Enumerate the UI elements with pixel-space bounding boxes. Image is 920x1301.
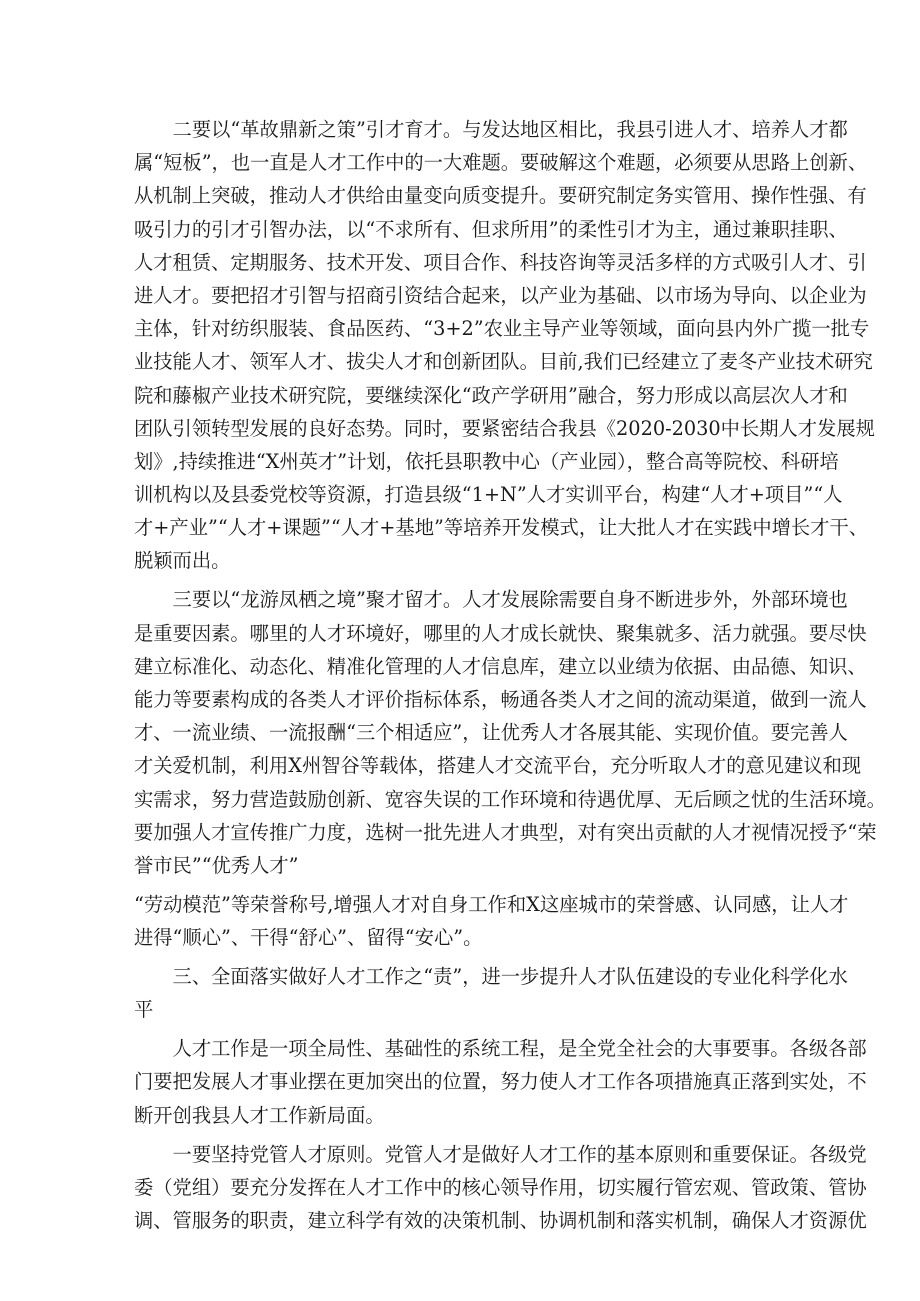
paragraph xyxy=(134,960,848,1026)
paragraph xyxy=(134,888,849,954)
text-line: 进人才。要把招才引智与招商引资结合起来，以产业为基础、以市场为导向、以企业为 xyxy=(134,283,867,307)
text-line: 断开创我县人才工作新局面。 xyxy=(134,1103,385,1127)
text-line: 进得“顺心”、干得“舒心”、留得“安心”。 xyxy=(134,926,483,950)
text-line: 院和藤椒产业技术研究院，要继续深化“政产学研用”融合，努力形成以高层次人才和 xyxy=(134,383,848,407)
paragraph xyxy=(134,113,875,578)
text-line: 才、一流业绩、一流报酬“三个相适应”，让优秀人才各展其能、实现价值。要完善人 xyxy=(134,721,848,745)
text-line: 调、管服务的职责，建立科学有效的决策机制、协调机制和落实机制，确保人才资源优 xyxy=(134,1208,867,1232)
text-line: 团队引领转型发展的良好态势。同时，要紧密结合我县《2020-2030中长期人才发展规 xyxy=(134,416,875,440)
text-line: 主体，针对纺织服装、食品医药、“3+2”农业主导产业等领域，面向县内外广揽一批专 xyxy=(134,317,870,341)
text-line: 才+产业”“人才+课题”“人才+基地”等培养开发模式，让大批人才在实践中增长才干、 xyxy=(134,516,869,540)
text-line: “劳动模范”等荣誉称号,增强人才对自身工作和X这座城市的荣誉感、认同感，让人才 xyxy=(134,892,849,916)
text-line: 脱颖而出。 xyxy=(134,549,231,573)
text-line: 二要以“革故鼎新之策”引才育才。与发达地区相比，我县引进人才、培养人才都 xyxy=(134,118,848,141)
text-line: 才关爱机制，利用X州智谷等载体，搭建人才交流平台，充分听取人才的意见建议和现 xyxy=(134,754,862,778)
paragraph xyxy=(134,1032,867,1132)
text-line: 人才工作是一项全局性、基础性的系统工程，是全党全社会的大事要事。各级各部 xyxy=(134,1037,867,1061)
document-body xyxy=(134,113,886,1237)
text-line: 门要把发展人才事业摆在更加突出的位置，努力使人才工作各项措施真正落到实处，不 xyxy=(134,1070,867,1094)
text-line: 实需求，努力营造鼓励创新、宽容失误的工作环境和待遇优厚、无后顾之忧的生活环境。 xyxy=(134,787,886,811)
text-line: 属“短板”，也一直是人才工作中的一大难题。要破解这个难题，必须要从思路上创新、 xyxy=(134,151,868,175)
text-line: 吸引力的引才引智办法，以“不求所有、但求所用”的柔性引才为主，通过兼职挂职、 xyxy=(134,217,848,241)
text-line: 能力等要素构成的各类人才评价指标体系，畅通各类人才之间的流动渠道，做到一流人 xyxy=(134,687,867,711)
text-line: 是重要因素。哪里的人才环境好，哪里的人才成长就快、聚集就多、活力就强。要尽快 xyxy=(134,621,867,645)
text-line: 业技能人才、领军人才、拔尖人才和创新团队。目前,我们已经建立了麦冬产业技术研究 xyxy=(134,350,873,374)
text-line: 委（党组）要充分发挥在人才工作中的核心领导作用，切实履行管宏观、管政策、管协 xyxy=(134,1175,867,1199)
text-line: 三要以“龙游凤栖之境”聚才留才。人才发展除需要自身不断进步外，外部环境也 xyxy=(134,588,848,612)
paragraph xyxy=(134,1138,867,1238)
text-line: 三、全面落实做好人才工作之“责”，进一步提升人才队伍建设的专业化科学化水 xyxy=(134,965,848,989)
text-line: 平 xyxy=(134,998,154,1022)
text-line: 划》,持续推进“X州英才”计划，依托县职教中心（产业园），整合高等院校、科研培 xyxy=(134,449,839,473)
text-line: 从机制上突破，推动人才供给由量变向质变提升。要研究制定务实管用、操作性强、有 xyxy=(134,184,867,208)
text-line: 训机构以及县委党校等资源，打造县级“1+N”人才实训平台，构建“人才+项目”“人 xyxy=(134,483,843,507)
text-line: 誉市民”“优秀人才” xyxy=(134,853,299,877)
paragraph xyxy=(134,583,886,882)
text-line: 人才租赁、定期服务、技术开发、项目合作、科技咨询等灵活多样的方式吸引人才、引 xyxy=(134,250,867,274)
text-line: 建立标准化、动态化、精准化管理的人才信息库，建立以业绩为依据、由品德、知识、 xyxy=(134,654,867,678)
text-line: 要加强人才宣传推广力度，选树一批先进人才典型，对有突出贡献的人才视情况授予“荣 xyxy=(134,820,877,844)
text-line: 一要坚持党管人才原则。党管人才是做好人才工作的基本原则和重要保证。各级党 xyxy=(134,1142,867,1166)
